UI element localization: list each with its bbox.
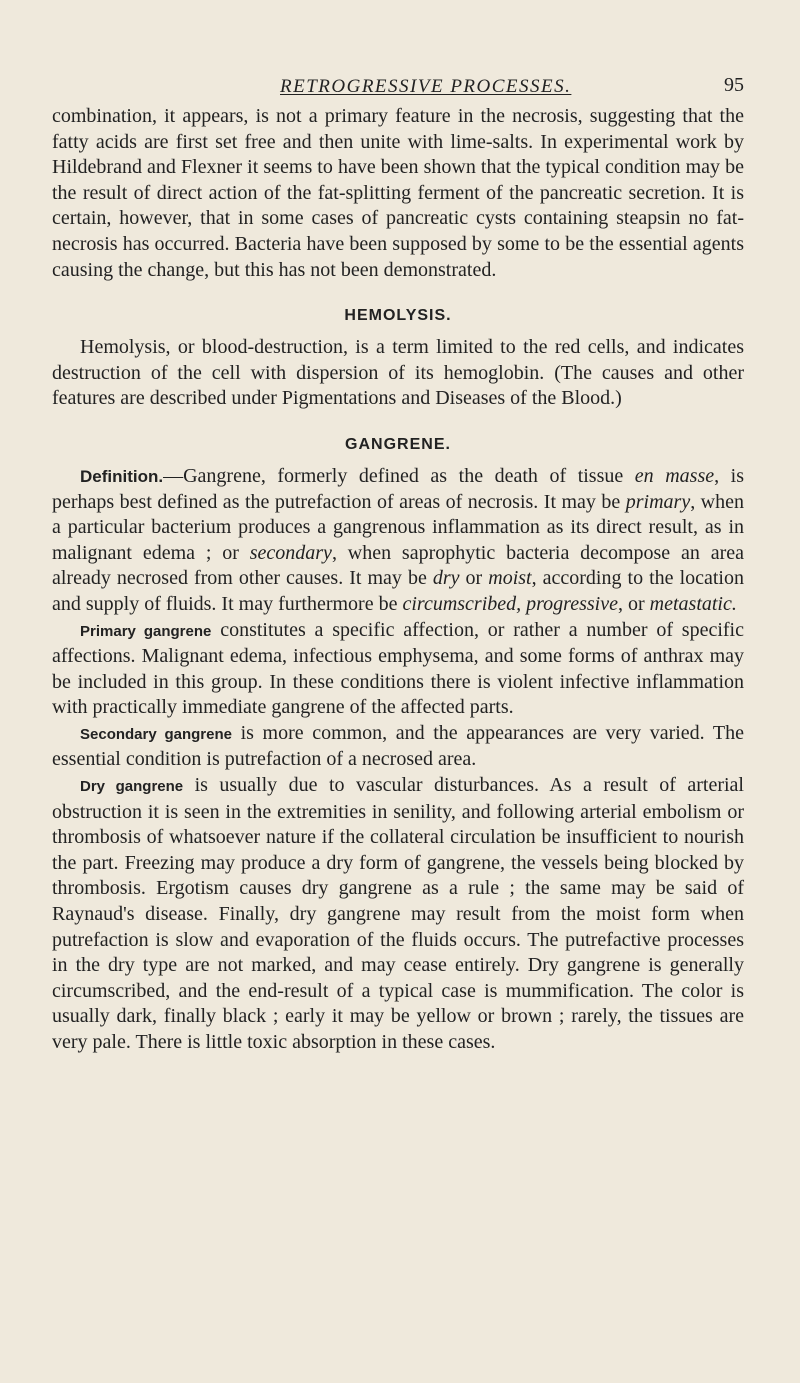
primary-gangrene-text: constitutes a specific affection, or rather a number of specific affections. Malignant edema, infectious emphysema, and some forms of anthrax may be included in this group. In these conditions there is violent infective inflammation with practically immediate gangrene of the affected parts. <box>52 618 744 719</box>
secondary-gangrene-text: is more common, and the appearances are very varied. The essential condition is putrefaction of a necrosed area. <box>52 721 745 771</box>
definition-text-4: , when saprophytic bacteria decompose an area already necrosed from other causes. It may be <box>52 541 744 590</box>
definition-text-3: , when a particular bacterium produces a gangrenous inflammation as its direct result, as in malignant edema ; or <box>52 490 744 564</box>
section-heading-gangrene: GANGRENE. <box>345 435 451 453</box>
running-title: RETROGRESSIVE PROCESSES. <box>280 76 572 97</box>
definition-label: Definition. <box>80 466 164 486</box>
running-header <box>52 70 744 104</box>
page-number: 95 <box>724 74 744 96</box>
definition-italic-1: en masse <box>634 464 715 487</box>
definition-italic-2: primary <box>625 490 691 513</box>
definition-text-2: , is perhaps best defined as the putrefaction of areas of necrosis. It may be <box>52 464 744 513</box>
definition-text-5: or <box>459 567 489 590</box>
definition-text-1: —Gangrene, formerly defined as the death of tissue <box>163 464 635 487</box>
definition-paragraph <box>52 464 744 618</box>
definition-text-6: , according to the location and supply of fluids. It may furthermore be <box>52 567 744 615</box>
definition-italic-6: circumscribed, progressive <box>402 592 618 615</box>
definition-italic-3: secondary <box>249 541 332 564</box>
definition-text-7: , or <box>617 592 650 615</box>
secondary-gangrene-label: Secondary gangrene <box>80 725 232 743</box>
dry-gangrene-paragraph <box>52 773 744 1056</box>
dry-gangrene-text: is usually due to vascular disturbances. As a result of arterial obstruction it is seen in the extremities in senility, and following arterial embolism or thrombosis of whatsoever nature if the collateral circulation be insufficient to nourish the part. Freezing may produce a dry form of gangrene, the vessels being blocked by thrombosis. Ergotism causes dry gangrene as a rule ; the same may be said of Raynaud's disease. Finally, dry gangrene may result from the moist form when putrefaction is slow and evaporation of the fluids occurs. The putrefactive processes in the dry type are not marked, and may cease entirely. Dry gangrene is generally circumscribed, and the end-result of a typical case is mummification. The color is usually dark, finally black ; early it may be yellow or brown ; rarely, the tissues are very pale. There is little toxic absorption in these cases. <box>52 774 744 1053</box>
intro-paragraph: combination, it appears, is not a primary feature in the necrosis, suggesting that the fatty acids are first set free and then unite with lime-salts. In experimental work by Hildebrand and Flexner it seems to have been shown that the typical condition may be the result of direct action of the fat-splitting ferment of the pancreatic secretion. It is certain, however, that in some cases of pancreatic cysts containing steapsin no fat-necrosis has occurred. Bacteria have been supposed by some to be the essential agents causing the change, but this has not been demonstrated. <box>52 105 744 281</box>
primary-gangrene-paragraph <box>52 618 744 721</box>
dry-gangrene-label: Dry gangrene <box>80 778 184 796</box>
secondary-gangrene-paragraph <box>52 721 744 773</box>
section-heading-hemolysis: HEMOLYSIS. <box>344 307 452 325</box>
definition-italic-7: metastatic. <box>649 592 737 615</box>
definition-italic-5: moist <box>488 567 532 590</box>
primary-gangrene-label: Primary gangrene <box>80 622 212 640</box>
definition-italic-4: dry <box>432 567 460 590</box>
hemolysis-paragraph: Hemolysis, or blood-destruction, is a term limited to the red cells, and indicates destruction of the cell with dispersion of its hemoglobin. (The causes and other features are described under Pigmentations and Diseases of the Blood.) <box>52 336 744 410</box>
